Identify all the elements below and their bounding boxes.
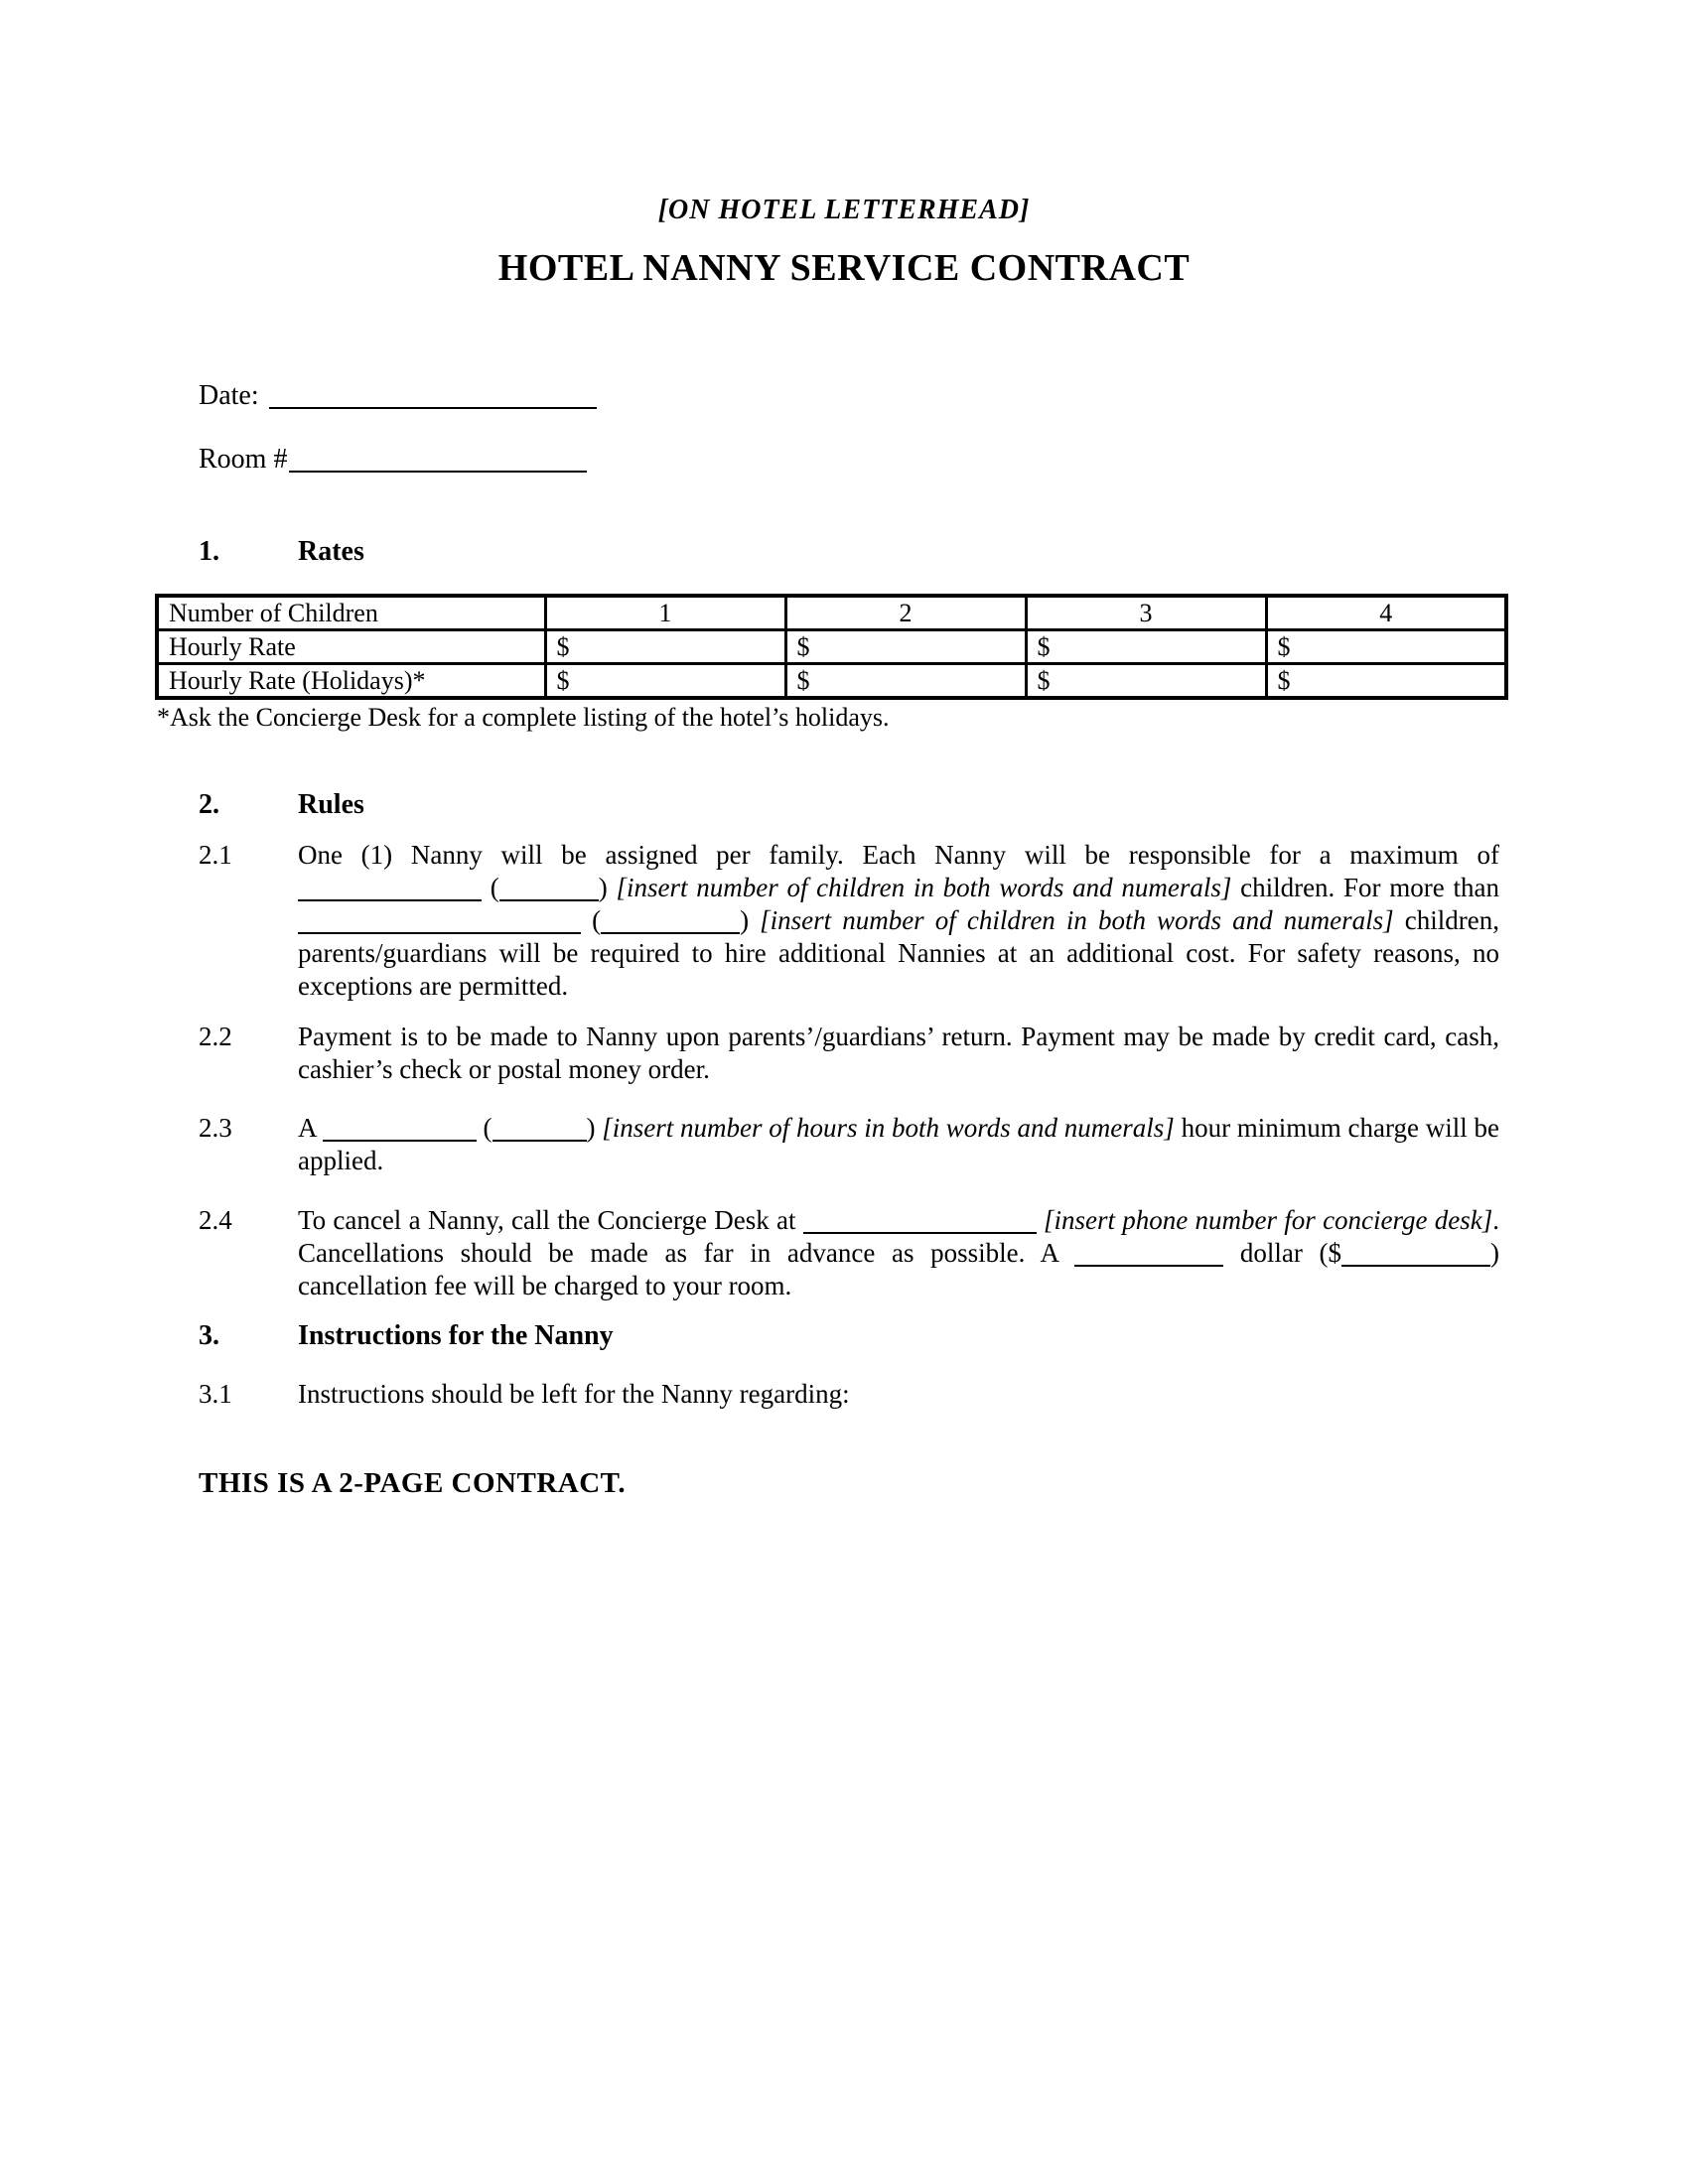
clause-text: Instructions should be left for the Nanny regarding: (298, 1379, 850, 1409)
section-title: Rules (298, 789, 364, 820)
clause-text: children. For more than (1231, 873, 1499, 902)
fill-in-blank[interactable] (1074, 1263, 1223, 1267)
insert-instruction-text: [insert number of hours in both words and numerals] (602, 1113, 1175, 1143)
insert-instruction-text: [insert number of children in both words and numerals] (616, 873, 1232, 902)
rates-header-col-3: 3 (1026, 596, 1266, 630)
section-title: Instructions for the Nanny (298, 1320, 614, 1351)
fill-in-blank[interactable] (803, 1230, 1037, 1234)
clause-text: One (1) Nanny will be assigned per family. Each Nanny will be responsible for a maximum of (298, 840, 1499, 870)
rate-cell[interactable]: $ (545, 630, 785, 664)
rate-cell[interactable]: $ (785, 630, 1026, 664)
clause-text: . Cancellations should be made as far in advance as possible. A (298, 1205, 1500, 1268)
fill-in-blank[interactable] (323, 1138, 477, 1142)
page-title: HOTEL NANNY SERVICE CONTRACT (497, 247, 1191, 289)
clause-text: ( (476, 1113, 492, 1143)
section-heading-instructions (199, 1320, 614, 1352)
rate-cell[interactable]: $ (1026, 664, 1266, 699)
clause-body (298, 1112, 1499, 1177)
table-row (157, 630, 1506, 664)
clause-text: ( (482, 873, 499, 902)
hourly-rate-label: Hourly Rate (157, 630, 545, 664)
holiday-rate-label: Hourly Rate (Holidays)* (157, 664, 545, 699)
section-number: 2. (199, 789, 219, 820)
clause-text: ) (598, 873, 617, 902)
rates-table (155, 594, 1508, 700)
room-input-blank[interactable] (289, 469, 587, 473)
clause-body (298, 1378, 1499, 1411)
clause-text: dollar ($ (1223, 1238, 1341, 1268)
clause-text: children, parents/guardians will be required to hire additional Nannies at an additional cost. For safety reasons, no exceptions are permitted. (298, 905, 1499, 1001)
clause-3-1 (199, 1378, 1499, 1411)
rates-header-col-1: 1 (545, 596, 785, 630)
section-heading-rules (199, 789, 364, 821)
clause-number: 2.4 (199, 1205, 232, 1235)
date-input-blank[interactable] (269, 405, 597, 409)
clause-2-1 (199, 839, 1499, 1003)
rate-cell[interactable]: $ (1266, 664, 1506, 699)
room-label: Room # (199, 444, 288, 475)
fill-in-blank[interactable] (298, 930, 581, 934)
rates-header-col-4: 4 (1266, 596, 1506, 630)
rates-header-label: Number of Children (157, 596, 545, 630)
clause-body (298, 1204, 1499, 1302)
clause-number: 2.1 (199, 840, 232, 870)
clause-2-2 (199, 1021, 1499, 1086)
table-footnote: *Ask the Concierge Desk for a complete listing of the hotel’s holidays. (157, 703, 890, 732)
rates-header-col-2: 2 (785, 596, 1026, 630)
clause-text: ( (581, 905, 602, 935)
section-title: Rates (298, 536, 364, 567)
clause-body (298, 839, 1499, 1003)
rate-cell[interactable]: $ (545, 664, 785, 699)
rate-cell[interactable]: $ (1026, 630, 1266, 664)
clause-text: A (298, 1113, 323, 1143)
clause-text: To cancel a Nanny, call the Concierge Desk at (298, 1205, 803, 1235)
rate-cell[interactable]: $ (785, 664, 1026, 699)
clause-text: ) (740, 905, 761, 935)
clause-number: 2.2 (199, 1022, 232, 1051)
date-field (199, 380, 597, 412)
clause-text: ) (586, 1113, 603, 1143)
rates-header-row (157, 596, 1506, 630)
fill-in-blank[interactable] (1341, 1263, 1490, 1267)
clause-text: ) cancellation fee will be charged to your room. (298, 1238, 1499, 1300)
section-heading-rates (199, 536, 364, 568)
clause-2-3 (199, 1112, 1499, 1177)
closing-note: THIS IS A 2-PAGE CONTRACT. (199, 1467, 627, 1499)
fill-in-blank[interactable] (601, 930, 740, 934)
clause-2-4 (199, 1204, 1499, 1302)
letterhead-note: [ON HOTEL LETTERHEAD] (657, 195, 1031, 225)
clause-text (1037, 1205, 1044, 1235)
rate-cell[interactable]: $ (1266, 630, 1506, 664)
room-field (199, 444, 587, 476)
clause-number: 2.3 (199, 1113, 232, 1143)
insert-instruction-text: [insert phone number for concierge desk] (1044, 1205, 1493, 1235)
table-row (157, 664, 1506, 699)
clause-text: Payment is to be made to Nanny upon parents’/guardians’ return. Payment may be made by credit card, cash, cashier’s check or postal money order. (298, 1022, 1499, 1084)
clause-text: hour minimum charge will be applied. (298, 1113, 1500, 1175)
clause-number: 3.1 (199, 1379, 232, 1409)
clause-body (298, 1021, 1499, 1086)
fill-in-blank[interactable] (298, 897, 482, 901)
fill-in-blank[interactable] (499, 897, 599, 901)
section-number: 1. (199, 536, 219, 567)
insert-instruction-text: [insert number of children in both words and numerals] (760, 905, 1394, 935)
fill-in-blank[interactable] (492, 1138, 587, 1142)
section-number: 3. (199, 1320, 219, 1351)
date-label: Date: (199, 380, 259, 411)
